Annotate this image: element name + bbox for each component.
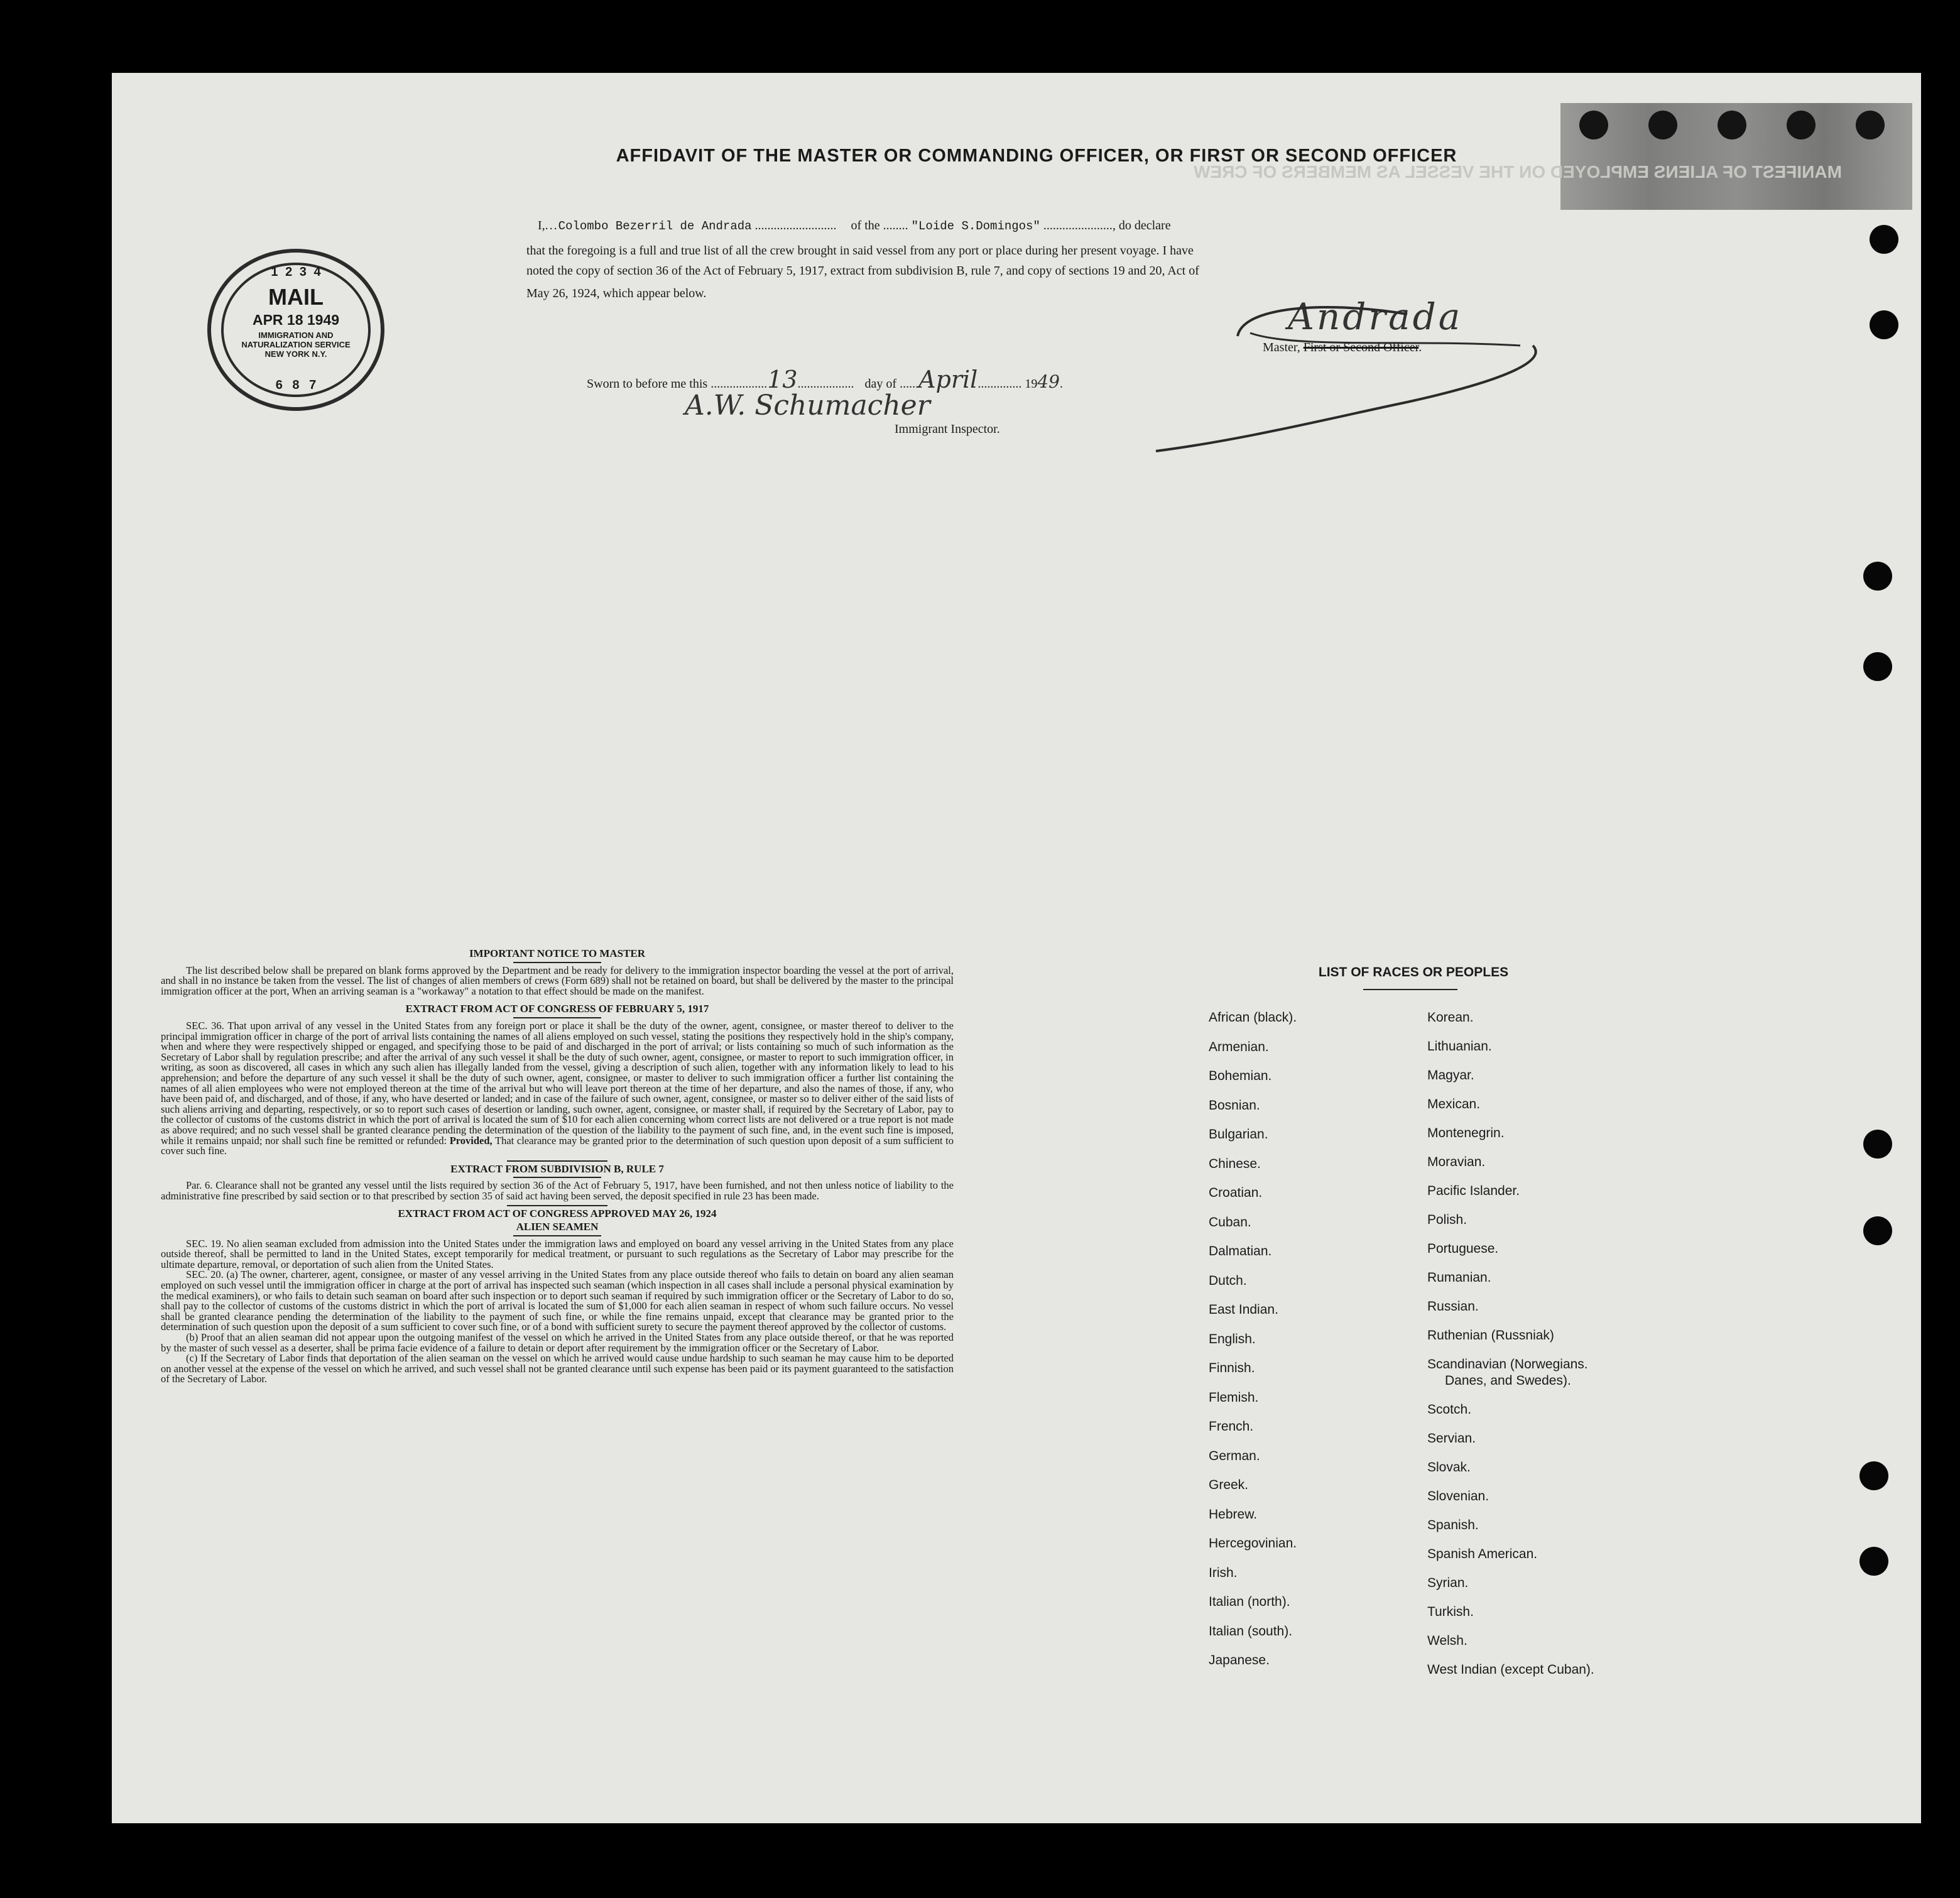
stamp-word: MAIL (268, 284, 324, 310)
stamp (207, 249, 384, 411)
affidavit-line-2: that the foregoing is a full and true list of all the crew brought in said vessel from any port or place during her present voyage. I have (526, 244, 1194, 258)
race-item: Irish. (1209, 1565, 1238, 1580)
rule-7-paragraph: Par. 6. Clearance shall not be granted any vessel until the lists required by section 36 of the Act of February 5, 1917, have been furnished, and not then unless notice of liability to the administrative fine prescribed by said section or to that prescribed by section 35 of said act having been served, the deposit specified in rule 23 has been made. (161, 1179, 954, 1202)
race-item: Scotch. (1427, 1402, 1472, 1417)
race-item: Lithuanian. (1427, 1039, 1492, 1054)
section-36-paragraph: SEC. 36. That upon arrival of any vessel in the United States from any foreign port or place it shall be the duty of the owner, agent, consignee, or master thereof to deliver to the principal immigration officer in charge of the port of arrival lists containing the names of all aliens employed on such vessel, stating the positions they respectively hold in the ship's company, when and where they were respectively shipped or engaged, and specifying those to be paid of and discharged in the port of arrival; or lists containing so much of such information as the Secretary of Labor shall by regulation prescribe; and after the arrival of any such vessel it shall be the duty of such owner, agent, consignee, or master to report to such immigration officer, in writing, as soon as discovered, all cases in which any such alien has illegally landed from the vessel, giving a description of such alien, together with any information likely to lead to his apprehension; and before the departure of any such vessel it shall be the duty of such owner, agent, consignee, or master to deliver to such immigration officer a further list containing the names of all alien employees who were not employed thereon at the time of the arrival but who will leave port thereon at the time of her departure, and also the names of those, if any, who have been paid of, and discharged, and of those, if any, who have deserted or landed; and in case of the failure of such owner, agent, consignee, or master so to deliver either of the said lists of such aliens arriving and departing, respectively, or so to report such cases of desertion or landing, such owner, agent, consignee, or master shall, if required by the Secretary of Labor, pay to the collector of customs of the customs district in which the port of arrival is located the sum of $10 for each alien concerning whom correct lists are not delivered or a true report is not made as above required; and no such vessel shall be granted clearance pending the determination of the question of the liability to the payment of such fine, and, in the event such fine is imposed, while it remains unpaid; nor shall such fine be remitted or refunded: Provided, That clearance may be granted prior to the determination of such question upon deposit of a sum sufficient to cover such fine. (161, 1019, 954, 1157)
race-item: Italian (south). (1209, 1623, 1293, 1639)
race-item: Hebrew. (1209, 1507, 1258, 1522)
affidavit-line-3: noted the copy of section 36 of the Act of February 5, 1917, extract from subdivision B, rule 7, and copy of sections 19 and 20, Act of (526, 264, 1199, 278)
race-item: Finnish. (1209, 1361, 1255, 1375)
race-item: Spanish American. (1427, 1547, 1538, 1561)
binder-hole (1870, 310, 1898, 339)
stained-corner (1560, 103, 1912, 210)
notice-block (161, 949, 954, 1385)
notice-paragraph: The list described below shall be prepared on blank forms approved by the Department and be ready for delivery to the immigration inspector boarding the vessel at the port of arrival, and shall in no instance be taken from the vessel. The list of changes of alien members of crews (Form 689) shall not be retained on board, but shall be delivered by the master to the principal immigration officer at the port, When an arriving seaman is a "workaway" a notation to that effect should be made on the manifest. (161, 964, 954, 997)
race-item: Bohemian. (1209, 1069, 1272, 1083)
race-item: Montenegrin. (1427, 1126, 1505, 1140)
race-item: Korean. (1427, 1010, 1474, 1025)
race-item: Chinese. (1209, 1156, 1261, 1171)
stamp-numbers-top: 1 2 3 4 (271, 265, 321, 279)
section-19-paragraph: SEC. 19. No alien seaman excluded from admission into the United States under the immigration laws and employed on board any vessel arriving in the United States from any place outside thereof, shall be permitted to land in the United States, except temporarily for medical treatment, or pursuant to such regulations as the Secretary of Labor may prescribe for the ultimate departure, removal, or deportation of such alien from the United States. (161, 1237, 954, 1270)
race-item: Magyar. (1427, 1068, 1474, 1083)
race-item: Welsh. (1427, 1633, 1467, 1648)
alien-seamen-heading: ALIEN SEAMEN (516, 1221, 599, 1233)
binder-hole (1859, 1547, 1888, 1576)
binder-hole (1859, 1461, 1888, 1490)
race-item: Bosnian. (1209, 1098, 1260, 1113)
master-name: Colombo Bezerril de Andrada (558, 219, 752, 233)
race-item: African (black). (1209, 1010, 1297, 1025)
race-item: Syrian. (1427, 1576, 1469, 1590)
race-item: Flemish. (1209, 1390, 1259, 1405)
notice-heading: IMPORTANT NOTICE TO MASTER (469, 947, 646, 959)
race-item: Cuban. (1209, 1214, 1251, 1230)
race-item: Turkish. (1427, 1605, 1474, 1619)
race-item: Mexican. (1427, 1097, 1481, 1111)
sworn-day: 13 (767, 366, 798, 393)
section-20a-paragraph: SEC. 20. (a) The owner, charterer, agent, consignee, or master of any vessel arriving in the United States from any place outside thereof who fails to detain on board any alien seaman employed on such vessel until the immigration officer in charge at the port of arrival has inspected such seaman (which inspection in all cases shall include a personal physical examination by the medical examiners), or who fails to detain such seaman on board after such inspection or to deport such seaman if required by such immigration officer or the Secretary of Labor to do so, shall pay to the collector of customs of the customs district in which the port of arrival is located the sum of $1,000 for each alien seaman in respect of whom such failure occurs. No vessel shall be granted clearance pending the determination of the liability to the payment of such fine, or while the fine remains unpaid, except that clearance may be granted prior to the determination of such question upon the deposit of a sum sufficient to cover such fine, or of a bond with sufficient surety to secure the payment thereof approved by the collector of customs. (161, 1268, 954, 1333)
master-signature: Andrada (1288, 295, 1463, 338)
race-item: Portuguese. (1427, 1241, 1499, 1256)
race-item: Japanese. (1209, 1653, 1270, 1667)
race-item: West Indian (except Cuban). (1427, 1662, 1594, 1677)
stamp-office: IMMIGRATION AND NATURALIZATION SERVICE NEW YORK N.Y. (241, 330, 351, 359)
inspector-signature: A.W. Schumacher (685, 390, 930, 422)
races-title-rule (1363, 989, 1457, 990)
extract-1924-heading: EXTRACT FROM ACT OF CONGRESS APPROVED MAY 26, 1924 (398, 1208, 717, 1220)
race-item: Russian. (1427, 1299, 1479, 1314)
race-item: German. (1209, 1448, 1260, 1463)
vessel-name: "Loide S.Domingos" (911, 219, 1040, 233)
binder-hole (1863, 1216, 1892, 1245)
sworn-year: 49 (1037, 371, 1060, 392)
race-item: Pacific Islander. (1427, 1184, 1520, 1198)
stamp-numbers-bottom: 6 8 7 (275, 378, 317, 392)
race-item: Hercegovinian. (1209, 1536, 1297, 1551)
race-item: Rumanian. (1427, 1270, 1491, 1285)
race-item: Bulgarian. (1209, 1127, 1268, 1142)
race-item: Polish. (1427, 1213, 1467, 1227)
binder-hole (1863, 562, 1892, 591)
signature-flourish (1143, 289, 1558, 459)
race-item: Dalmatian. (1209, 1244, 1272, 1258)
race-item: East Indian. (1209, 1302, 1278, 1317)
race-item: Spanish. (1427, 1518, 1479, 1532)
struck-officer-label: First or Second Officer (1303, 341, 1419, 354)
bleed-through-heading: MANIFEST OF ALIENS EMPLOYED ON THE VESSEL AS MEMBERS OF CREW (1194, 162, 1842, 182)
sworn-line: Sworn to before me this ..................13.................. day of ......April.............. 1949. (587, 366, 1063, 393)
race-item: Italian (north). (1209, 1595, 1290, 1609)
section-20c-paragraph: (c) If the Secretary of Labor finds that deportation of the alien seaman on the vessel on which he arrived would cause undue hardship to such seaman he may cause him to be deported on another vessel at the expense of the vessel on which he arrived, and such vessel shall not be granted clearance until such expense has been paid or its payment guaranteed to the satisfaction of the Secretary of Labor. (161, 1352, 954, 1385)
race-item: Danes, and Swedes). (1445, 1373, 1571, 1388)
binder-hole (1863, 652, 1892, 681)
stamp-date: APR 18 1949 (252, 312, 340, 328)
affidavit-title: AFFIDAVIT OF THE MASTER OR COMMANDING OFFICER, OR FIRST OR SECOND OFFICER (616, 146, 1457, 166)
race-item: Armenian. (1209, 1039, 1269, 1054)
master-label-line: Master, First or Second Officer. (1263, 341, 1422, 354)
race-item: French. (1209, 1419, 1254, 1434)
races-title: LIST OF RACES OR PEOPLES (1318, 965, 1509, 979)
race-item: Moravian. (1427, 1155, 1486, 1169)
extract-1917-heading: EXTRACT FROM ACT OF CONGRESS OF FEBRUARY 5, 1917 (405, 1003, 709, 1015)
affidavit-line-4: May 26, 1924, which appear below. (526, 286, 707, 300)
race-item: Croatian. (1209, 1186, 1263, 1200)
race-item: Scandinavian (Norwegians. (1427, 1357, 1588, 1372)
affidavit-line-1: I,...Colombo Bezerril de Andrada .......................... of the ........ "Loide S.Domingos" ......................, do declare (538, 219, 1171, 233)
race-item: Greek. (1209, 1478, 1249, 1492)
race-item: Dutch. (1209, 1273, 1247, 1288)
race-item: Slovak. (1427, 1460, 1471, 1475)
sworn-month: April (918, 366, 978, 393)
race-item: Ruthenian (Russniak) (1427, 1328, 1554, 1343)
race-item: Slovenian. (1427, 1489, 1489, 1503)
binder-hole (1870, 225, 1898, 254)
section-20b-paragraph: (b) Proof that an alien seaman did not appear upon the outgoing manifest of the vessel on which he arrived in the United States from any place outside thereof, or that he was reported by the master of such vessel as a deserter, shall be prima facie evidence of a failure to detain or deport after requirement by the immigration officer or the Secretary of Labor. (161, 1331, 954, 1354)
race-item: Servian. (1427, 1431, 1476, 1446)
race-item: English. (1209, 1331, 1256, 1346)
binder-hole (1863, 1130, 1892, 1159)
subdivision-heading: EXTRACT FROM SUBDIVISION B, RULE 7 (450, 1162, 664, 1175)
inspector-label: Immigrant Inspector. (895, 422, 1000, 436)
